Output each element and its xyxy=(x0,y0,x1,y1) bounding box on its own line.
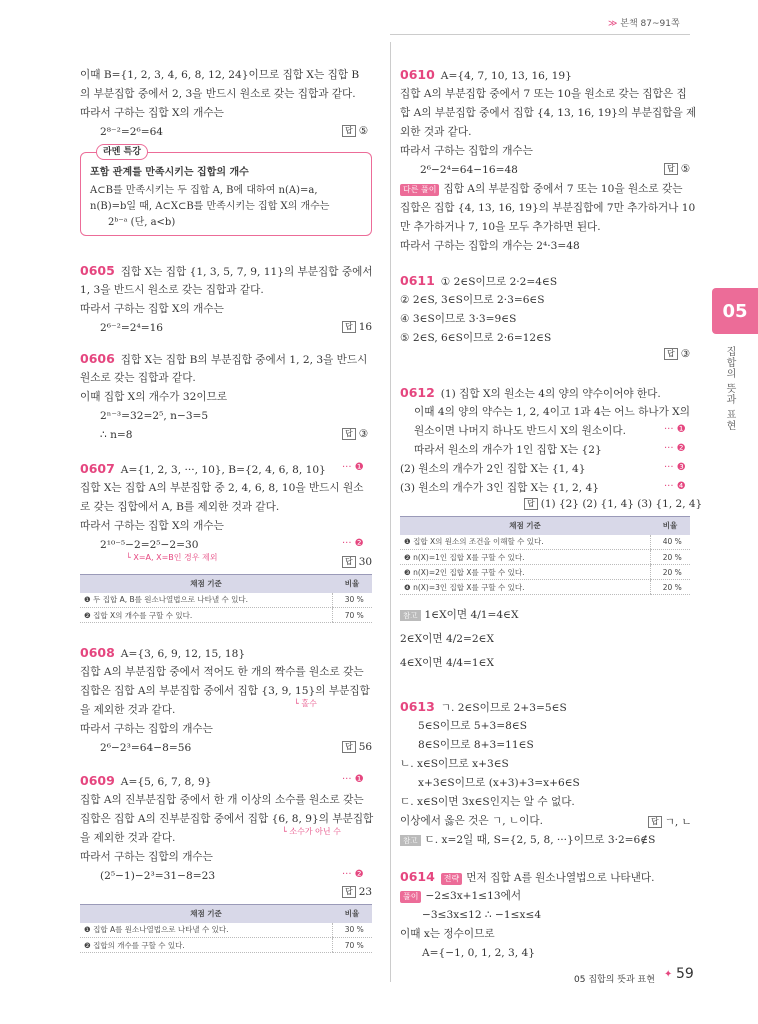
table-header: 채점 기준 xyxy=(80,905,332,923)
answer: 답 ⑤ xyxy=(664,163,690,175)
solution-line: 이상에서 옳은 것은 ㄱ, ㄴ이다. xyxy=(400,815,544,827)
solution-line: 8∈S이므로 8+3=11∈S xyxy=(418,739,534,751)
step-mark: ··· ❸ xyxy=(664,462,686,473)
solution-line: 이때 집합 X의 개수가 32이므로 xyxy=(80,391,228,403)
reference-note: 참고 ㄷ. x=2일 때, S={2, 5, 8, ···}이므로 3·2=6∉S xyxy=(400,833,655,847)
page-number: 59 xyxy=(676,966,694,982)
solution-line: 5∈S이므로 5+3=8∈S xyxy=(418,720,527,732)
solution-line: 이때 4의 양의 약수는 1, 2, 4이고 1과 4는 어느 하나가 X의 xyxy=(414,406,690,418)
solution-line: 따라서 구하는 집합 X의 개수는 xyxy=(80,520,224,532)
table-header: 비율 xyxy=(332,575,372,593)
solution-line: 2⁶⁻²=2⁴=16 xyxy=(100,322,164,334)
table-row: ❷ 집합 X의 개수를 구할 수 있다. 70 % xyxy=(80,608,372,623)
table-header: 비율 xyxy=(650,517,690,535)
solution-line: 따라서 구하는 집합 X의 개수는 xyxy=(80,303,224,315)
solution-line: 원소로 갖는 집합과 같다. xyxy=(80,372,196,384)
problem-0613: 0613 ㄱ. 2∈S이므로 2+3=5∈S xyxy=(400,699,567,714)
annotation-note: └ 홀수 xyxy=(294,699,317,708)
solution-line: (3) 원소의 개수가 3인 집합 X는 {1, 2, 4} xyxy=(400,482,599,494)
table-row: ❸ n(X)=2인 집합 X를 구할 수 있다. 20 % xyxy=(400,565,690,580)
table-row: ❷ n(X)=1인 집합 X를 구할 수 있다. 20 % xyxy=(400,550,690,565)
chapter-tab: 05 xyxy=(712,288,758,334)
solution-line: 1, 3을 반드시 원소로 갖는 집합과 같다. xyxy=(80,284,264,296)
problem-0608: 0608 A={3, 6, 9, 12, 15, 18} xyxy=(80,645,246,660)
answer: 답 30 xyxy=(342,556,372,568)
solution-line: 2⁶−2⁴=64−16=48 xyxy=(420,164,518,176)
solution-line: 집합 A의 진부분집합 중에서 한 개 이상의 소수를 원소로 갖는 xyxy=(80,794,364,806)
solution-line: 따라서 구하는 집합의 개수는 xyxy=(80,851,213,863)
solution-line: 외한 것과 같다. xyxy=(400,126,472,138)
column-divider xyxy=(390,42,391,982)
solution-line: A={−1, 0, 1, 2, 3, 4} xyxy=(422,947,535,959)
annotation-note: └ 소수가 아닌 수 xyxy=(282,827,341,836)
table-row: ❶ 집합 A를 원소나열법으로 나타낼 수 있다. 30 % xyxy=(80,923,372,938)
header-rule xyxy=(390,34,690,35)
problem-0611: 0611 ① 2∈S이므로 2·2=4∈S xyxy=(400,273,558,288)
solution-line: 합 A의 부분집합 중에서 집합 {4, 13, 16, 19}의 부분집합을 제 xyxy=(400,107,697,119)
solution-line: 원소이면 나머지 하나도 반드시 X의 원소이다. xyxy=(414,425,626,437)
page-reference: ≫ 본책 87~91쪽 xyxy=(608,19,680,29)
solution-line: 따라서 구하는 집합의 개수는 xyxy=(400,145,533,157)
footer-chapter: 05 집합의 뜻과 표현 xyxy=(574,975,655,985)
answer: 답 ⑤ xyxy=(342,125,368,137)
step-mark: ··· ❷ xyxy=(342,538,364,549)
problem-0605: 0605 집합 X는 집합 {1, 3, 5, 7, 9, 11}의 부분집합 중에서 xyxy=(80,263,373,278)
solution-line: 따라서 원소의 개수가 1인 집합 X는 {2} xyxy=(414,444,602,456)
solution-line: 따라서 구하는 집합의 개수는 2⁴·3=48 xyxy=(400,240,580,252)
answer: 답 (1) {2} (2) {1, 4} (3) {1, 2, 4} xyxy=(524,498,702,510)
answer: 답 ③ xyxy=(342,428,368,440)
callout-line: 2ᵇ⁻ᵃ (단, a<b) xyxy=(108,217,176,228)
step-mark: ··· ❹ xyxy=(664,481,686,492)
scoring-table xyxy=(80,574,372,623)
step-mark: ··· ❶ xyxy=(342,462,364,473)
problem-0607: 0607 A={1, 2, 3, ···, 10}, B={2, 4, 6, 8, 10} xyxy=(80,461,326,476)
intro-line: 2⁸⁻²=2⁶=64 xyxy=(100,126,164,138)
step-mark: ··· ❶ xyxy=(664,424,686,435)
chapter-side-title: 집합의 뜻과 표현 xyxy=(724,346,735,432)
solution-line: 집합 X는 집합 A의 부분집합 중 2, 4, 6, 8, 10을 반드시 원소 xyxy=(80,482,364,494)
strategy-tag: 전략 xyxy=(441,873,462,885)
scoring-table xyxy=(400,516,690,595)
solution-line: 로 갖는 집합에서 A, B를 제외한 것과 같다. xyxy=(80,501,280,513)
solution-line: ㄴ. x∈S이므로 x+3∈S xyxy=(400,758,509,770)
step-mark: ··· ❶ xyxy=(342,774,364,785)
solution-line: 집합 A의 부분집합 중에서 적어도 한 개의 짝수를 원소로 갖는 xyxy=(80,666,364,678)
solution-line: 을 제외한 것과 같다. xyxy=(80,704,176,716)
problem-0614: 0614 전략 먼저 집합 A를 원소나열법으로 나타낸다. xyxy=(400,869,655,884)
reference-note: 참고 1∈X이면 4/1=4∈X xyxy=(400,608,519,622)
step-mark: ··· ❷ xyxy=(664,443,686,454)
table-header: 채점 기준 xyxy=(80,575,332,593)
reference-line: 4∈X이면 4/4=1∈X xyxy=(400,657,495,669)
solution-line: 따라서 구하는 집합의 개수는 xyxy=(80,723,213,735)
solution-line: (2⁵−1)−2³=31−8=23 xyxy=(100,870,216,882)
callout-line: A⊂B를 만족시키는 두 집합 A, B에 대하여 n(A)=a, xyxy=(90,185,318,196)
problem-0606: 0606 집합 X는 집합 B의 부분집합 중에서 1, 2, 3을 반드시 xyxy=(80,351,368,366)
footer-star-icon: ✦ xyxy=(664,969,673,980)
solution-line: 을 제외한 것과 같다. xyxy=(80,832,176,844)
answer: 답 ㄱ, ㄴ xyxy=(648,814,692,829)
problem-0610: 0610 A={4, 7, 10, 13, 16, 19} xyxy=(400,67,572,82)
solution-line: 이때 x는 정수이므로 xyxy=(400,928,495,940)
solution-line: ② 2∈S, 3∈S이므로 2·3=6∈S xyxy=(400,294,545,306)
solution-line: 2⁶−2³=64−8=56 xyxy=(100,742,192,754)
alt-tag: 다른 풀이 xyxy=(400,184,439,196)
intro-line: 이때 B={1, 2, 3, 4, 6, 8, 12, 24}이므로 집합 X는 집합 B xyxy=(80,69,360,81)
table-header: 채점 기준 xyxy=(400,517,650,535)
answer: 답 16 xyxy=(342,321,372,333)
intro-line: 따라서 구하는 집합 X의 개수는 xyxy=(80,107,224,119)
alt-solution: 다른 풀이 집합 A의 부분집합 중에서 7 또는 10을 원소로 갖는 xyxy=(400,182,682,196)
ref-tag: 참고 xyxy=(400,610,421,621)
solution-line: 2ⁿ⁻³=32=2⁵, n−3=5 xyxy=(100,410,209,422)
intro-line: 의 부분집합 중에서 2, 3을 반드시 원소로 갖는 집합과 같다. xyxy=(80,88,356,100)
problem-0609: 0609 A={5, 6, 7, 8, 9} xyxy=(80,773,212,788)
answer: 답 56 xyxy=(342,741,372,753)
solution-line: 풀이 −2≤3x+1≤13에서 xyxy=(400,889,521,903)
solution-line: 집합 A의 부분집합 중에서 7 또는 10을 원소로 갖는 집합은 집 xyxy=(400,88,687,100)
solution-line: 집합은 집합 A의 부분집합 중에서 집합 {3, 9, 15}의 부분집합 xyxy=(80,685,370,697)
ref-tag: 참고 xyxy=(400,835,421,846)
answer: 답 23 xyxy=(342,886,372,898)
solution-line: (2) 원소의 개수가 2인 집합 X는 {1, 4} xyxy=(400,463,586,475)
annotation-note: └ X=A, X=B인 경우 제외 xyxy=(126,553,218,562)
solution-line: ∴ n=8 xyxy=(100,429,133,441)
reference-line: 2∈X이면 4/2=2∈X xyxy=(400,633,495,645)
scoring-table xyxy=(80,904,372,953)
solution-line: 집합은 집합 A의 진부분집합 중에서 집합 {6, 8, 9}의 부분집합 xyxy=(80,813,374,825)
callout-tag: 라멘 특강 xyxy=(96,144,148,160)
table-row: ❷ 집합의 개수를 구할 수 있다. 70 % xyxy=(80,938,372,953)
solution-line: 만 추가하거나 7, 10을 모두 추가하면 된다. xyxy=(400,221,601,233)
problem-0612: 0612 (1) 집합 X의 원소는 4의 양의 약수이어야 한다. xyxy=(400,385,661,400)
table-row: ❹ n(X)=3인 집합 X를 구할 수 있다. 20 % xyxy=(400,580,690,595)
solution-line: ④ 3∈S이므로 3·3=9∈S xyxy=(400,313,517,325)
solution-line: x+3∈S이므로 (x+3)+3=x+6∈S xyxy=(418,777,580,789)
step-mark: ··· ❷ xyxy=(342,869,364,880)
table-header: 비율 xyxy=(332,905,372,923)
solution-line: 집합은 집합 {4, 13, 16, 19}의 부분집합에 7만 추가하거나 10 xyxy=(400,202,696,214)
solution-line: 2¹⁰⁻⁵−2=2⁵−2=30 xyxy=(100,539,199,551)
solution-line: ⑤ 2∈S, 6∈S이므로 2·6=12∈S xyxy=(400,332,552,344)
solution-tag: 풀이 xyxy=(400,891,421,903)
answer: 답 ③ xyxy=(664,348,690,360)
callout-line: n(B)=b일 때, A⊂X⊂B를 만족시키는 집합 X의 개수는 xyxy=(90,201,330,212)
callout-title: 포함 관계를 만족시키는 집합의 개수 xyxy=(90,167,249,178)
solution-line: ㄷ. x∈S이면 3x∈S인지는 알 수 없다. xyxy=(400,796,575,808)
table-row: ❶ 집합 X의 원소의 조건을 이해할 수 있다. 40 % xyxy=(400,535,690,550)
table-row: ❶ 두 집합 A, B를 원소나열법으로 나타낼 수 있다. 30 % xyxy=(80,593,372,608)
solution-line: −3≤3x≤12 ∴ −1≤x≤4 xyxy=(422,909,542,921)
